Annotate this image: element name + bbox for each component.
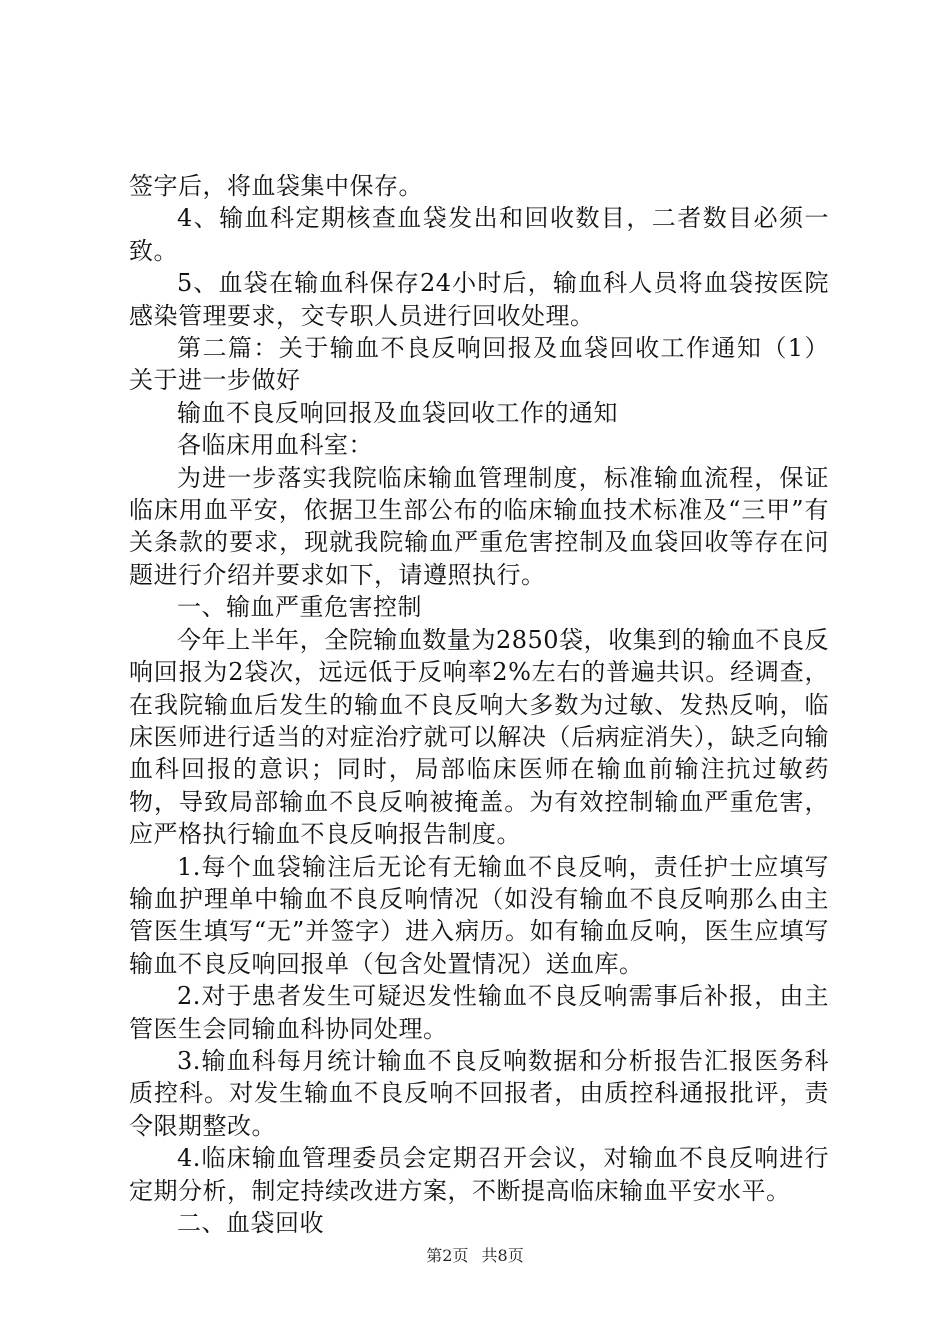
paragraph: 5、血袋在输血科保存24小时后，输血科人员将血袋按医院感染管理要求，交专职人员进行回收处理。 <box>129 269 829 330</box>
page-footer <box>0 1243 950 1266</box>
paragraph: 3.输血科每月统计输血不良反响数据和分析报告汇报医务科质控科。对发生输血不良反响不回报者，由质控科通报批评，责令限期整改。 <box>129 1046 829 1140</box>
paragraph: 签字后，将血袋集中保存。 <box>129 172 423 200</box>
paragraph: 1.每个血袋输注后无论有无输血不良反响，责任护士应填写输血护理单中输血不良反响情况（如没有输血不良反响那么由主管医生填写“无”并签字）进入病历。如有输血反响，医生应填写输血不良反响回报单（包含处置情况）送血库。 <box>129 852 829 978</box>
paragraph: 二、血袋回收 <box>177 1209 324 1237</box>
page-number: 第2页 <box>426 1246 469 1265</box>
page-total: 共8页 <box>481 1246 524 1265</box>
paragraph: 第二篇：关于输血不良反响回报及血袋回收工作通知（1）关于进一步做好 <box>129 334 829 395</box>
paragraph: 2.对于患者发生可疑迟发性输血不良反响需事后补报，由主管医生会同输血科协同处理。 <box>129 982 829 1043</box>
document-body <box>129 170 829 1239</box>
paragraph: 4、输血科定期核查血袋发出和回收数目，二者数目必须一致。 <box>129 204 829 265</box>
paragraph: 各临床用血科室： <box>177 431 373 460</box>
paragraph: 4.临床输血管理委员会定期召开会议，对输血不良反响进行定期分析，制定持续改进方案，不断提高临床输血平安水平。 <box>129 1144 829 1205</box>
paragraph: 一、输血严重危害控制 <box>177 593 422 622</box>
paragraph: 为进一步落实我院临床输血管理制度，标准输血流程，保证临床用血平安，依据卫生部公布的临床输血技术标准及“三甲”有关条款的要求，现就我院输血严重危害控制及血袋回收等存在问题进行介绍并要求如下，请遵照执行。 <box>129 463 829 589</box>
paragraph: 输血不良反响回报及血袋回收工作的通知 <box>177 398 618 427</box>
paragraph: 今年上半年，全院输血数量为2850袋，收集到的输血不良反响回报为2袋次，远远低于反响率2%左右的普遍共识。经调查，在我院输血后发生的输血不良反响大多数为过敏、发热反响，临床医师进行适当的对症治疗就可以解决（后病症消失），缺乏向输血科回报的意识；同时，局部临床医师在输血前输注抗过敏药物，导致局部输血不良反响被掩盖。为有效控制输血严重危害，应严格执行输血不良反响报告制度。 <box>129 625 829 849</box>
